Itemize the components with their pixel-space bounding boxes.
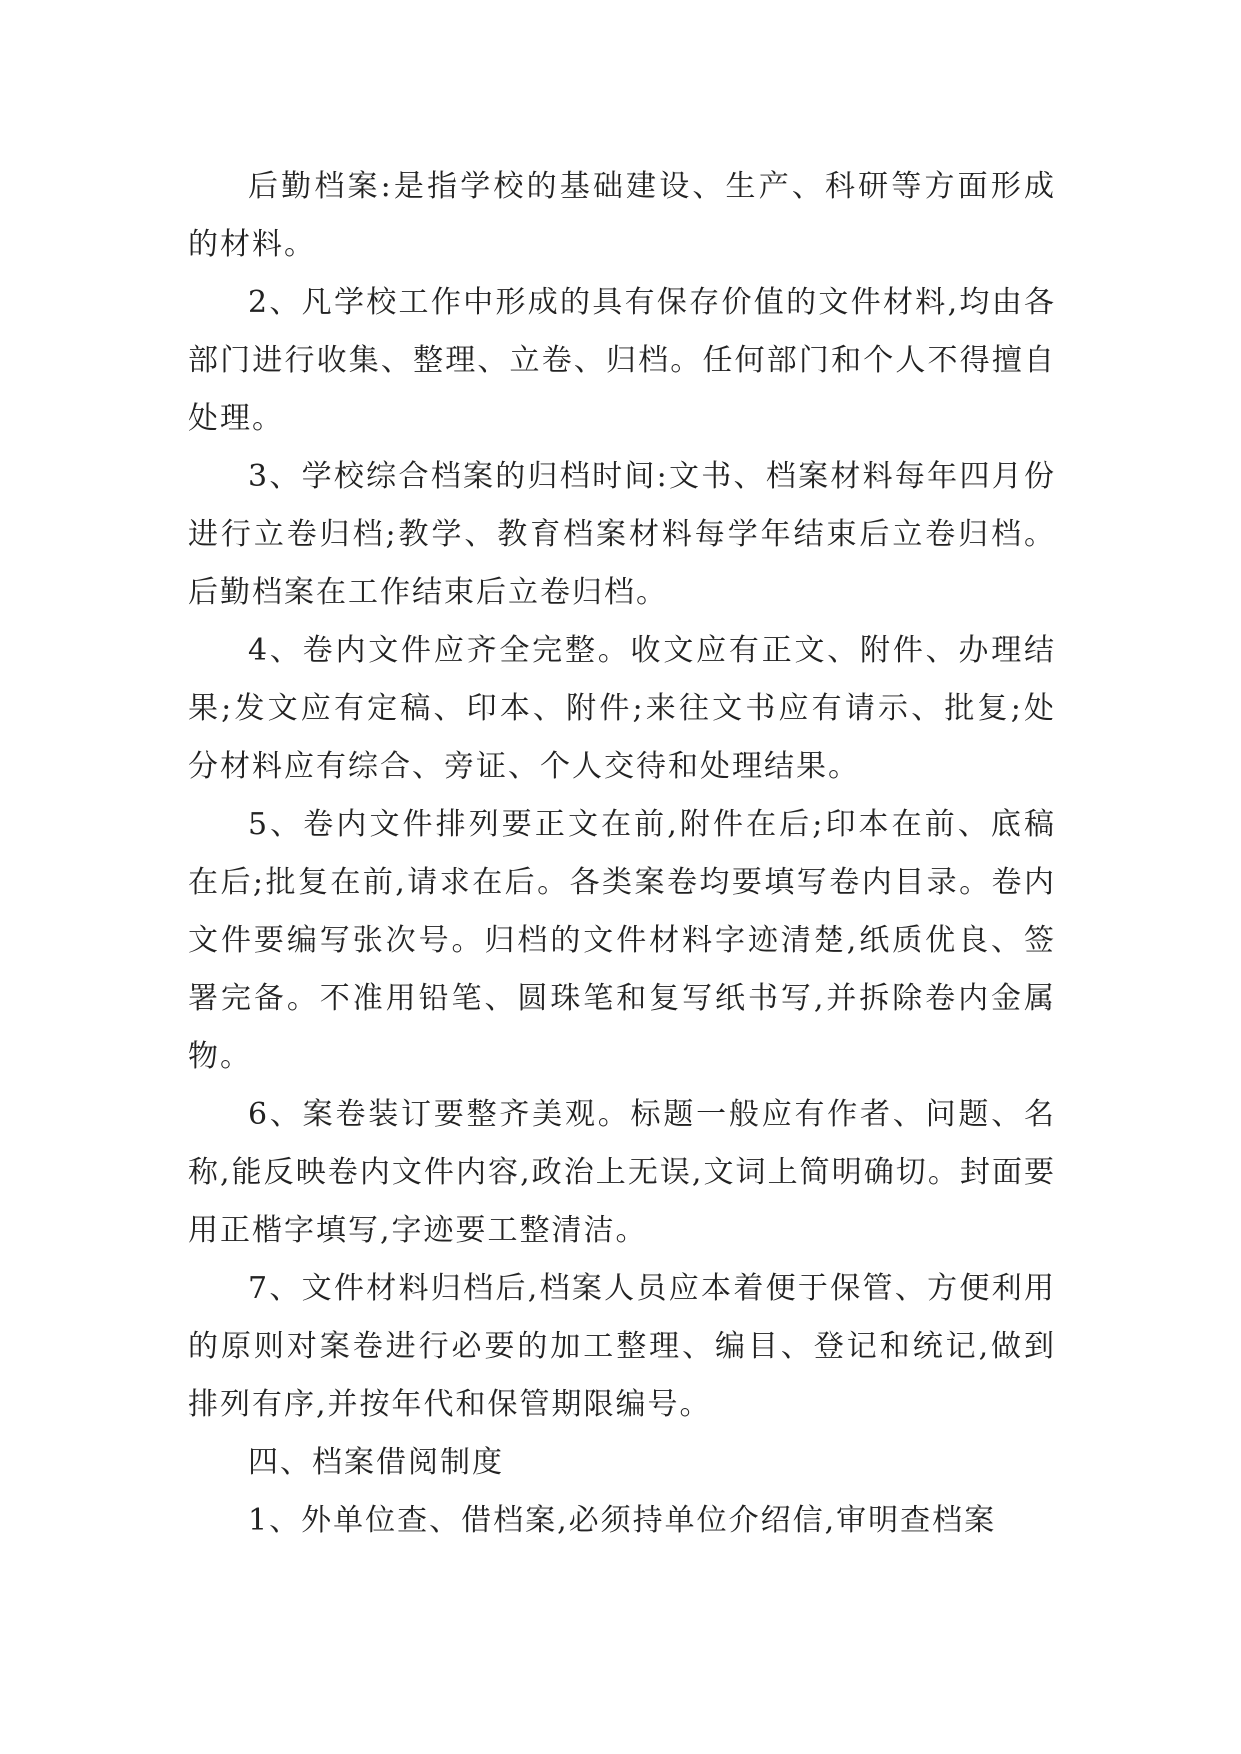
- paragraph-logistics-archives: 后勤档案:是指学校的基础建设、生产、科研等方面形成的材料。: [188, 169, 1056, 262]
- paragraph-item-2: 2、凡学校工作中形成的具有保存价值的文件材料,均由各部门进行收集、整理、立卷、归档。任何部门和个人不得擅自处理。: [188, 285, 1056, 436]
- document-body: [188, 158, 1056, 1550]
- paragraph-item-6: 6、案卷装订要整齐美观。标题一般应有作者、问题、名称,能反映卷内文件内容,政治上无误,文词上简明确切。封面要用正楷字填写,字迹要工整清洁。: [188, 1097, 1056, 1248]
- section-heading-borrowing-policy: 四、档案借阅制度: [248, 1445, 504, 1480]
- paragraph-item-5: 5、卷内文件排列要正文在前,附件在后;印本在前、底稿在后;批复在前,请求在后。各类案卷均要填写卷内目录。卷内文件要编写张次号。归档的文件材料字迹清楚,纸质优良、签署完备。不准用铅笔、圆珠笔和复写纸书写,并拆除卷内金属物。: [188, 807, 1056, 1074]
- paragraph-item-7: 7、文件材料归档后,档案人员应本着便于保管、方便利用的原则对案卷进行必要的加工整理、编目、登记和统记,做到排列有序,并按年代和保管期限编号。: [188, 1271, 1056, 1422]
- paragraph-item-3: 3、学校综合档案的归档时间:文书、档案材料每年四月份进行立卷归档;教学、教育档案材料每学年结束后立卷归档。后勤档案在工作结束后立卷归档。: [188, 459, 1056, 610]
- paragraph-item-4: 4、卷内文件应齐全完整。收文应有正文、附件、办理结果;发文应有定稿、印本、附件;来往文书应有请示、批复;处分材料应有综合、旁证、个人交待和处理结果。: [188, 633, 1056, 784]
- paragraph-borrowing-item-1: 1、外单位查、借档案,必须持单位介绍信,审明查档案: [248, 1503, 997, 1538]
